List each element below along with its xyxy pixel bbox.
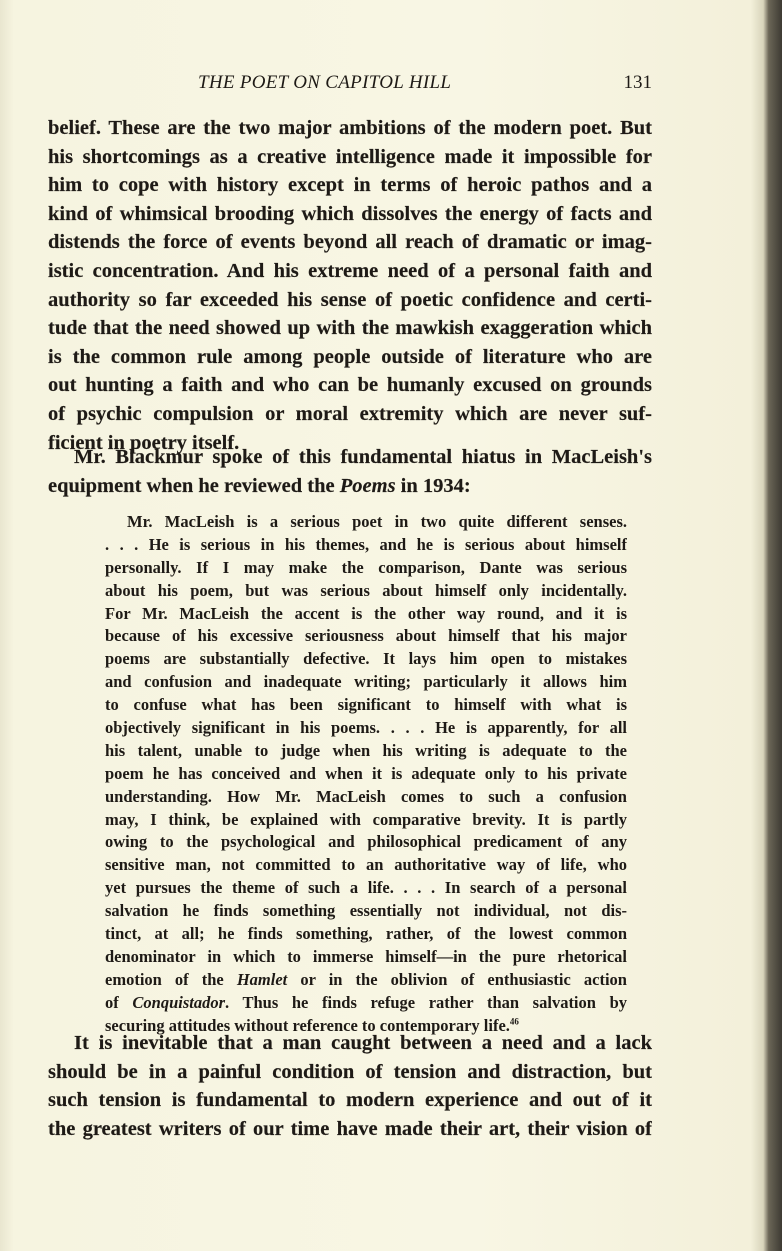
quote-line: salvation he finds something essentially not individual, not dis- [105,901,627,921]
book-title-poems: Poems [339,474,396,497]
paragraph-3 [48,1029,652,1143]
text-run: securing attitudes without reference to contemporary life. [105,1015,510,1035]
footnote-reference: 46 [509,1016,519,1027]
paragraph-1 [48,114,652,457]
quote-line: poem he has conceived and when it is adequate only to his private [105,763,627,783]
work-title-conquistador: Conquistador [132,992,226,1012]
quote-line: about his poem, but was serious about himself only incidentally. [105,580,627,600]
quote-line: Mr. MacLeish is a serious poet in two quite different senses. [127,512,627,531]
text-line: such tension is fundamental to modern experience and out of it [48,1089,652,1112]
quote-line [105,969,627,992]
text-run: or in the oblivion of enthusiastic action [287,969,627,989]
text-line: is the common rule among people outside of literature who are [48,345,652,368]
quote-line: For Mr. MacLeish the accent is the other way round, and it is [105,603,627,623]
quote-line [105,992,627,1015]
text-line: belief. These are the two major ambitions of the modern poet. But [48,117,652,139]
quote-line: poems are substantially defective. It lays him open to mistakes [105,649,627,669]
running-title: THE POET ON CAPITOL HILL [198,72,452,93]
quote-line: his talent, unable to judge when his writing is adequate to the [105,740,627,760]
quote-line: sensitive man, not committed to an authoritative way of life, who [105,855,627,875]
page-number: 131 [623,72,652,93]
block-quote [105,511,627,1037]
text-line: him to cope with history except in terms of heroic pathos and a [48,174,652,197]
text-line: It is inevitable that a man caught between a need and a lack [74,1032,652,1054]
quote-line: yet pursues the theme of such a life. . . . In search of a personal [105,878,627,898]
quote-line: personally. If I may make the comparison, Dante was serious [105,557,627,577]
text-line: his shortcomings as a creative intelligence made it impossible for [48,145,652,168]
text-line [48,472,652,501]
text-line: tude that the need showed up with the mawkish exaggeration which [48,317,652,340]
text-run: in 1934: [395,474,471,497]
quote-line: understanding. How Mr. MacLeish comes to such a confusion [105,786,627,806]
text-run: of [105,992,133,1012]
quote-line: tinct, at all; he finds something, rather, of the lowest common [105,924,627,944]
running-header [48,72,652,100]
text-line: should be in a painful condition of tension and distraction, but [48,1060,652,1083]
text-run: emotion of the [105,969,237,989]
text-line: the greatest writers of our time have made their art, their vision of [48,1117,652,1140]
work-title-hamlet: Hamlet [236,969,288,989]
quote-line: owing to the psychological and philosophical predicament of any [105,832,627,852]
text-run: . Thus he finds refuge rather than salvation by [225,992,627,1012]
text-line: istic concentration. And his extreme need of a personal faith and [48,259,652,282]
quote-line: . . . He is serious in his themes, and he is serious about himself [105,534,627,554]
text-line: out hunting a faith and who can be humanly excused on grounds [48,374,652,397]
text-line: distends the force of events beyond all reach of dramatic or imag- [48,231,652,254]
text-line: of psychic compulsion or moral extremity which are never suf- [48,402,652,425]
text-line: ficient in poetry itself. [48,431,240,454]
quote-line: because of his excessive seriousness about himself that his major [105,626,627,646]
quote-line: and confusion and inadequate writing; particularly it allows him [105,672,627,692]
quote-line: may, I think, be explained with comparative brevity. It is partly [105,809,627,829]
text-line: authority so far exceeded his sense of poetic confidence and certi- [48,288,652,311]
text-line: kind of whimsical brooding which dissolves the energy of facts and [48,202,652,225]
quote-line: denominator in which to immerse himself—in the pure rhetorical [105,946,627,966]
text-run: equipment when he reviewed the [48,474,340,497]
paragraph-2 [48,443,652,500]
quote-line: objectively significant in his poems. . . . He is apparently, for all [105,718,627,738]
text-line: Mr. Blackmur spoke of this fundamental hiatus in MacLeish's [74,446,652,468]
quote-line: to confuse what has been significant to himself with what is [105,695,627,715]
